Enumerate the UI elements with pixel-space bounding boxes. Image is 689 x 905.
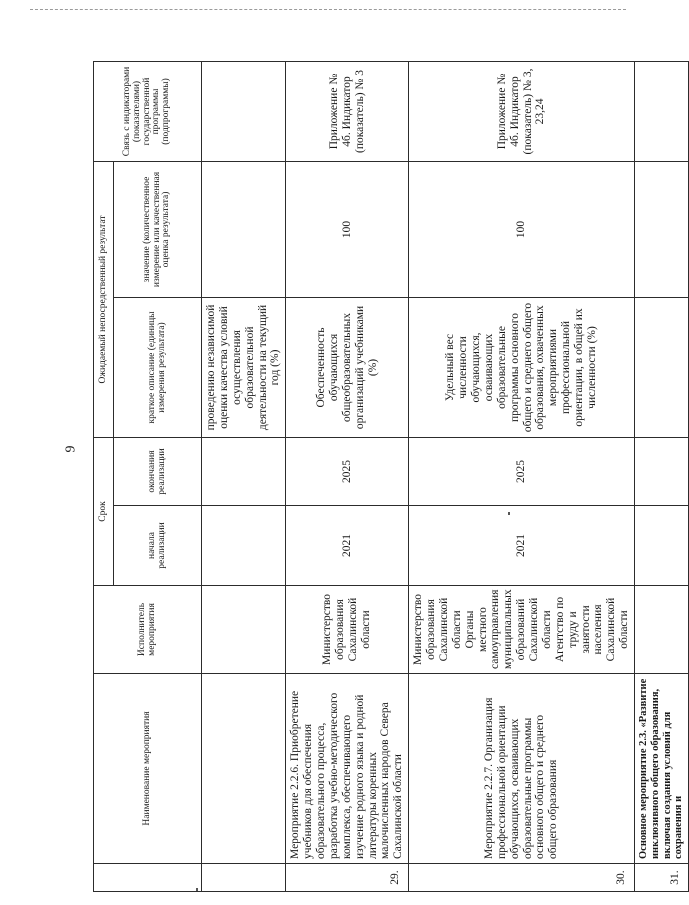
cell-description: Удельный вес численности обучающихся, осваивающих образовательные программы основного общего и среднего общего образования, охваченных мероприятиями профессиональной ориентации, в общей их численности (%)	[409, 297, 635, 437]
cell-end	[202, 437, 286, 505]
cell-end	[635, 437, 689, 505]
header-row-1	[94, 61, 114, 891]
scan-edge	[30, 9, 626, 10]
cell-executor: Министерство образования Сахалинской области	[286, 586, 409, 674]
header-number	[94, 864, 202, 892]
table-row	[286, 61, 409, 891]
cell-end: 2025	[286, 437, 409, 505]
cell-value	[202, 161, 286, 297]
table-row	[202, 61, 286, 891]
cell-description	[635, 297, 689, 437]
table-row	[409, 61, 635, 891]
table-frame	[93, 62, 685, 892]
cell-begin	[635, 506, 689, 586]
cell-link: Приложение № 4б. Индикатор (показатель) № 3, 23,24	[409, 61, 635, 161]
cell-name	[202, 674, 286, 864]
cell-name: Мероприятие 2.2.7. Организация профессиональной ориентации обучающихся, осваивающих образовательные программы основного общего и среднего общего образования	[409, 674, 635, 864]
cell-begin: 2021	[286, 506, 409, 586]
cell-link	[202, 61, 286, 161]
cell-executor	[202, 586, 286, 674]
cell-value: 100	[286, 161, 409, 297]
header-term-end: окончания реализации	[114, 437, 202, 505]
activities-table	[93, 61, 689, 892]
cell-number: 31.	[635, 864, 689, 892]
header-link: Связь с индикаторами (показателями) государственной программы (подпрограммы)	[94, 61, 202, 161]
cell-name: Основное мероприятие 2.3. «Развитие инклюзивного общего образования, включая создания условий для сохранения и	[635, 674, 689, 864]
cell-link: Приложение № 4б. Индикатор (показатель) № 3	[286, 61, 409, 161]
table-row	[635, 61, 689, 891]
cell-number	[202, 864, 286, 892]
header-name: Наименование мероприятия	[94, 674, 202, 864]
rotated-page	[93, 62, 685, 892]
cell-executor	[635, 586, 689, 674]
cell-begin: 2021	[409, 506, 635, 586]
cell-number: 29.	[286, 864, 409, 892]
cell-value: 100	[409, 161, 635, 297]
header-result: Ожидаемый непосредственный результат	[94, 161, 114, 437]
header-term-begin: начала реализации	[114, 506, 202, 586]
cell-description: Обеспеченность обучающихся общеобразовательных организаций учебниками (%)	[286, 297, 409, 437]
executor-ministry: Министерство образования Сахалинской области	[412, 594, 463, 665]
header-result-desc: краткое описание (единицы измерения результата)	[114, 297, 202, 437]
executor-labor-agency: Агентство по труду и занятости населения Сахалинской области	[553, 596, 631, 663]
cell-number: 30.	[409, 864, 635, 892]
page-number: 9	[63, 445, 79, 453]
executor-local-government: Органы местного самоуправления муниципальных образований Сахалинской области	[463, 589, 553, 669]
cell-value	[635, 161, 689, 297]
cell-executor	[409, 586, 635, 674]
header-executor: Исполнитель мероприятия	[94, 586, 202, 674]
cell-end: 2025	[409, 437, 635, 505]
header-result-value: значение (количественное измерение или качественная оценка результата)	[114, 161, 202, 297]
cell-description: проведению независимой оценки качества условий осуществления образовательной деятельности на текущий год (%)	[202, 297, 286, 437]
cell-begin	[202, 506, 286, 586]
header-term: Срок	[94, 437, 114, 585]
cell-link	[635, 61, 689, 161]
cell-name: Мероприятие 2.2.6. Приобретение учебников для обеспечения образовательного процесса, разработка учебно-методического комплекса, обеспечивающего изучение родного языка и родной литературы коренных малочисленных народов Севера Сахалинской области	[286, 674, 409, 864]
